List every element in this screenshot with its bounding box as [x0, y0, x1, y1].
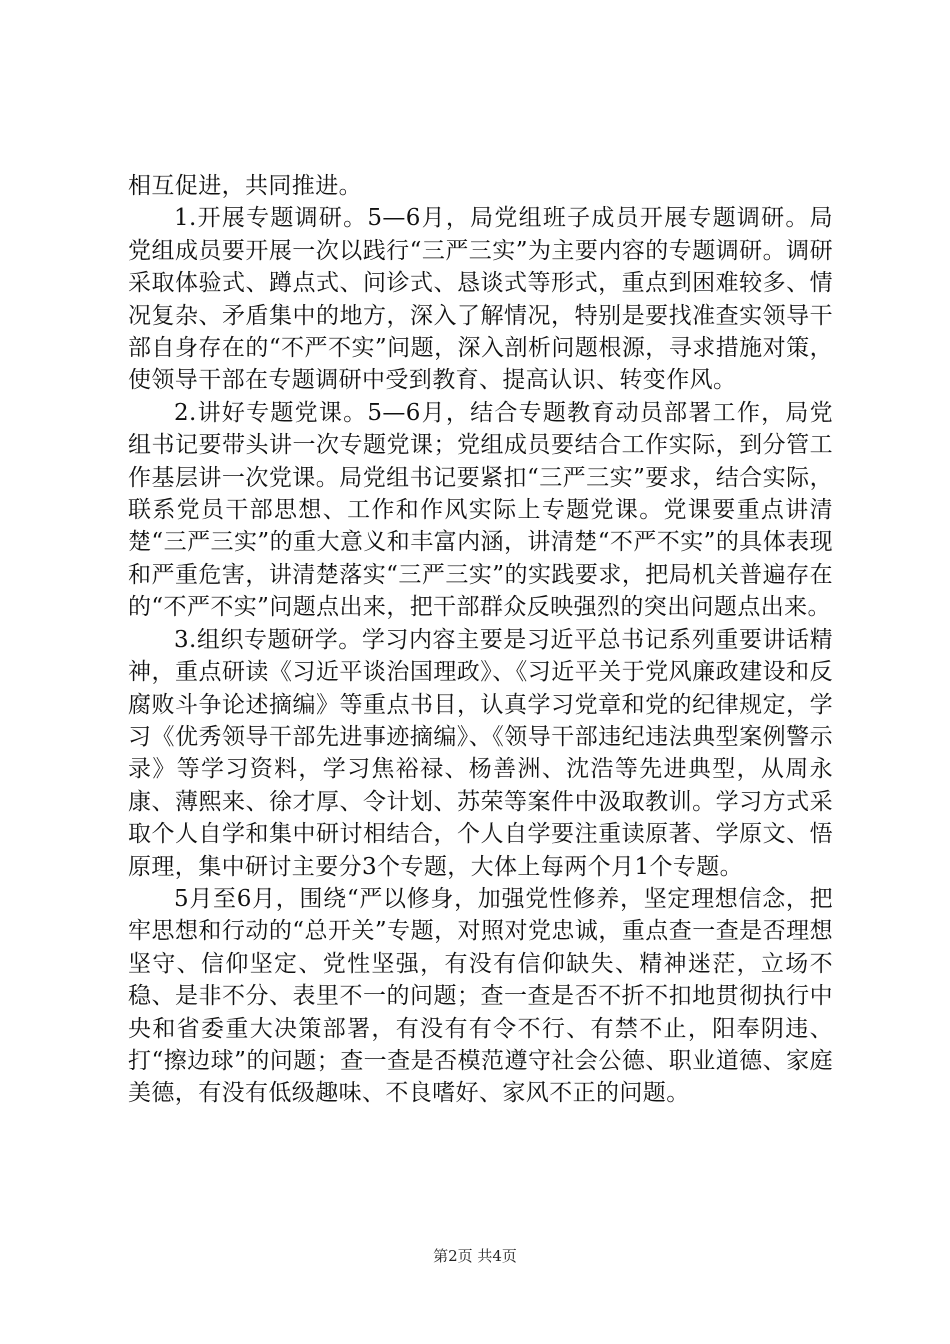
page-number-footer: 第2页 共4页	[433, 1247, 517, 1265]
document-body	[128, 170, 833, 1110]
paragraph-topic-study: 3.组织专题研学。学习内容主要是习近平总书记系列重要讲话精神，重点研读《习近平谈治国理政》、《习近平关于党风廉政建设和反腐败斗争论述摘编》等重点书目，认真学习党章和党的纪律规定，学习《优秀领导干部先进事迹摘编》、《领导干部违纪违法典型案例警示录》等学习资料，学习焦裕禄、杨善洲、沈浩等先进典型，从周永康、薄熙来、徐才厚、令计划、苏荣等案件中汲取教训。学习方式采取个人自学和集中研讨相结合，个人自学要注重读原著、学原文、悟原理，集中研讨主要分3个专题，大体上每两个月1个专题。	[128, 626, 833, 880]
paragraph-party-lecture: 2.讲好专题党课。5—6月，结合专题教育动员部署工作，局党组书记要带头讲一次专题党课；党组成员要结合工作实际，到分管工作基层讲一次党课。局党组书记要紧扣“三严三实”要求，结合实际，联系党员干部思想、工作和作风实际上专题党课。党课要重点讲清楚“三严三实”的重大意义和丰富内涵，讲清楚“不严不实”的具体表现和严重危害，讲清楚落实“三严三实”的实践要求，把局机关普遍存在的“不严不实”问题点出来，把干部群众反映强烈的突出问题点出来。	[128, 399, 833, 621]
paragraph-continuation: 相互促进，共同推进。	[128, 173, 362, 199]
paragraph-topic-research: 1.开展专题调研。5—6月，局党组班子成员开展专题调研。局党组成员要开展一次以践行“三严三实”为主要内容的专题调研。调研采取体验式、蹲点式、问诊式、恳谈式等形式，重点到困难较多、情况复杂、矛盾集中的地方，深入了解情况，特别是要找准查实领导干部自身存在的“不严不实”问题，深入剖析问题根源，寻求措施对策，使领导干部在专题调研中受到教育、提高认识、转变作风。	[128, 205, 833, 394]
paragraph-may-june-topic: 5月至6月，围绕“严以修身，加强党性修养，坚定理想信念，把牢思想和行动的“总开关”专题，对照对党忠诚，重点查一查是否理想坚守、信仰坚定、党性坚强，有没有信仰缺失、精神迷茫，立场不稳、是非不分、表里不一的问题；查一查是否不折不扣地贯彻执行中央和省委重大决策部署，有没有有令不行、有禁不止，阳奉阴违、打“擦边球”的问题；查一查是否模范遵守社会公德、职业道德、家庭美德，有没有低级趣味、不良嗜好、家风不正的问题。	[128, 885, 833, 1107]
